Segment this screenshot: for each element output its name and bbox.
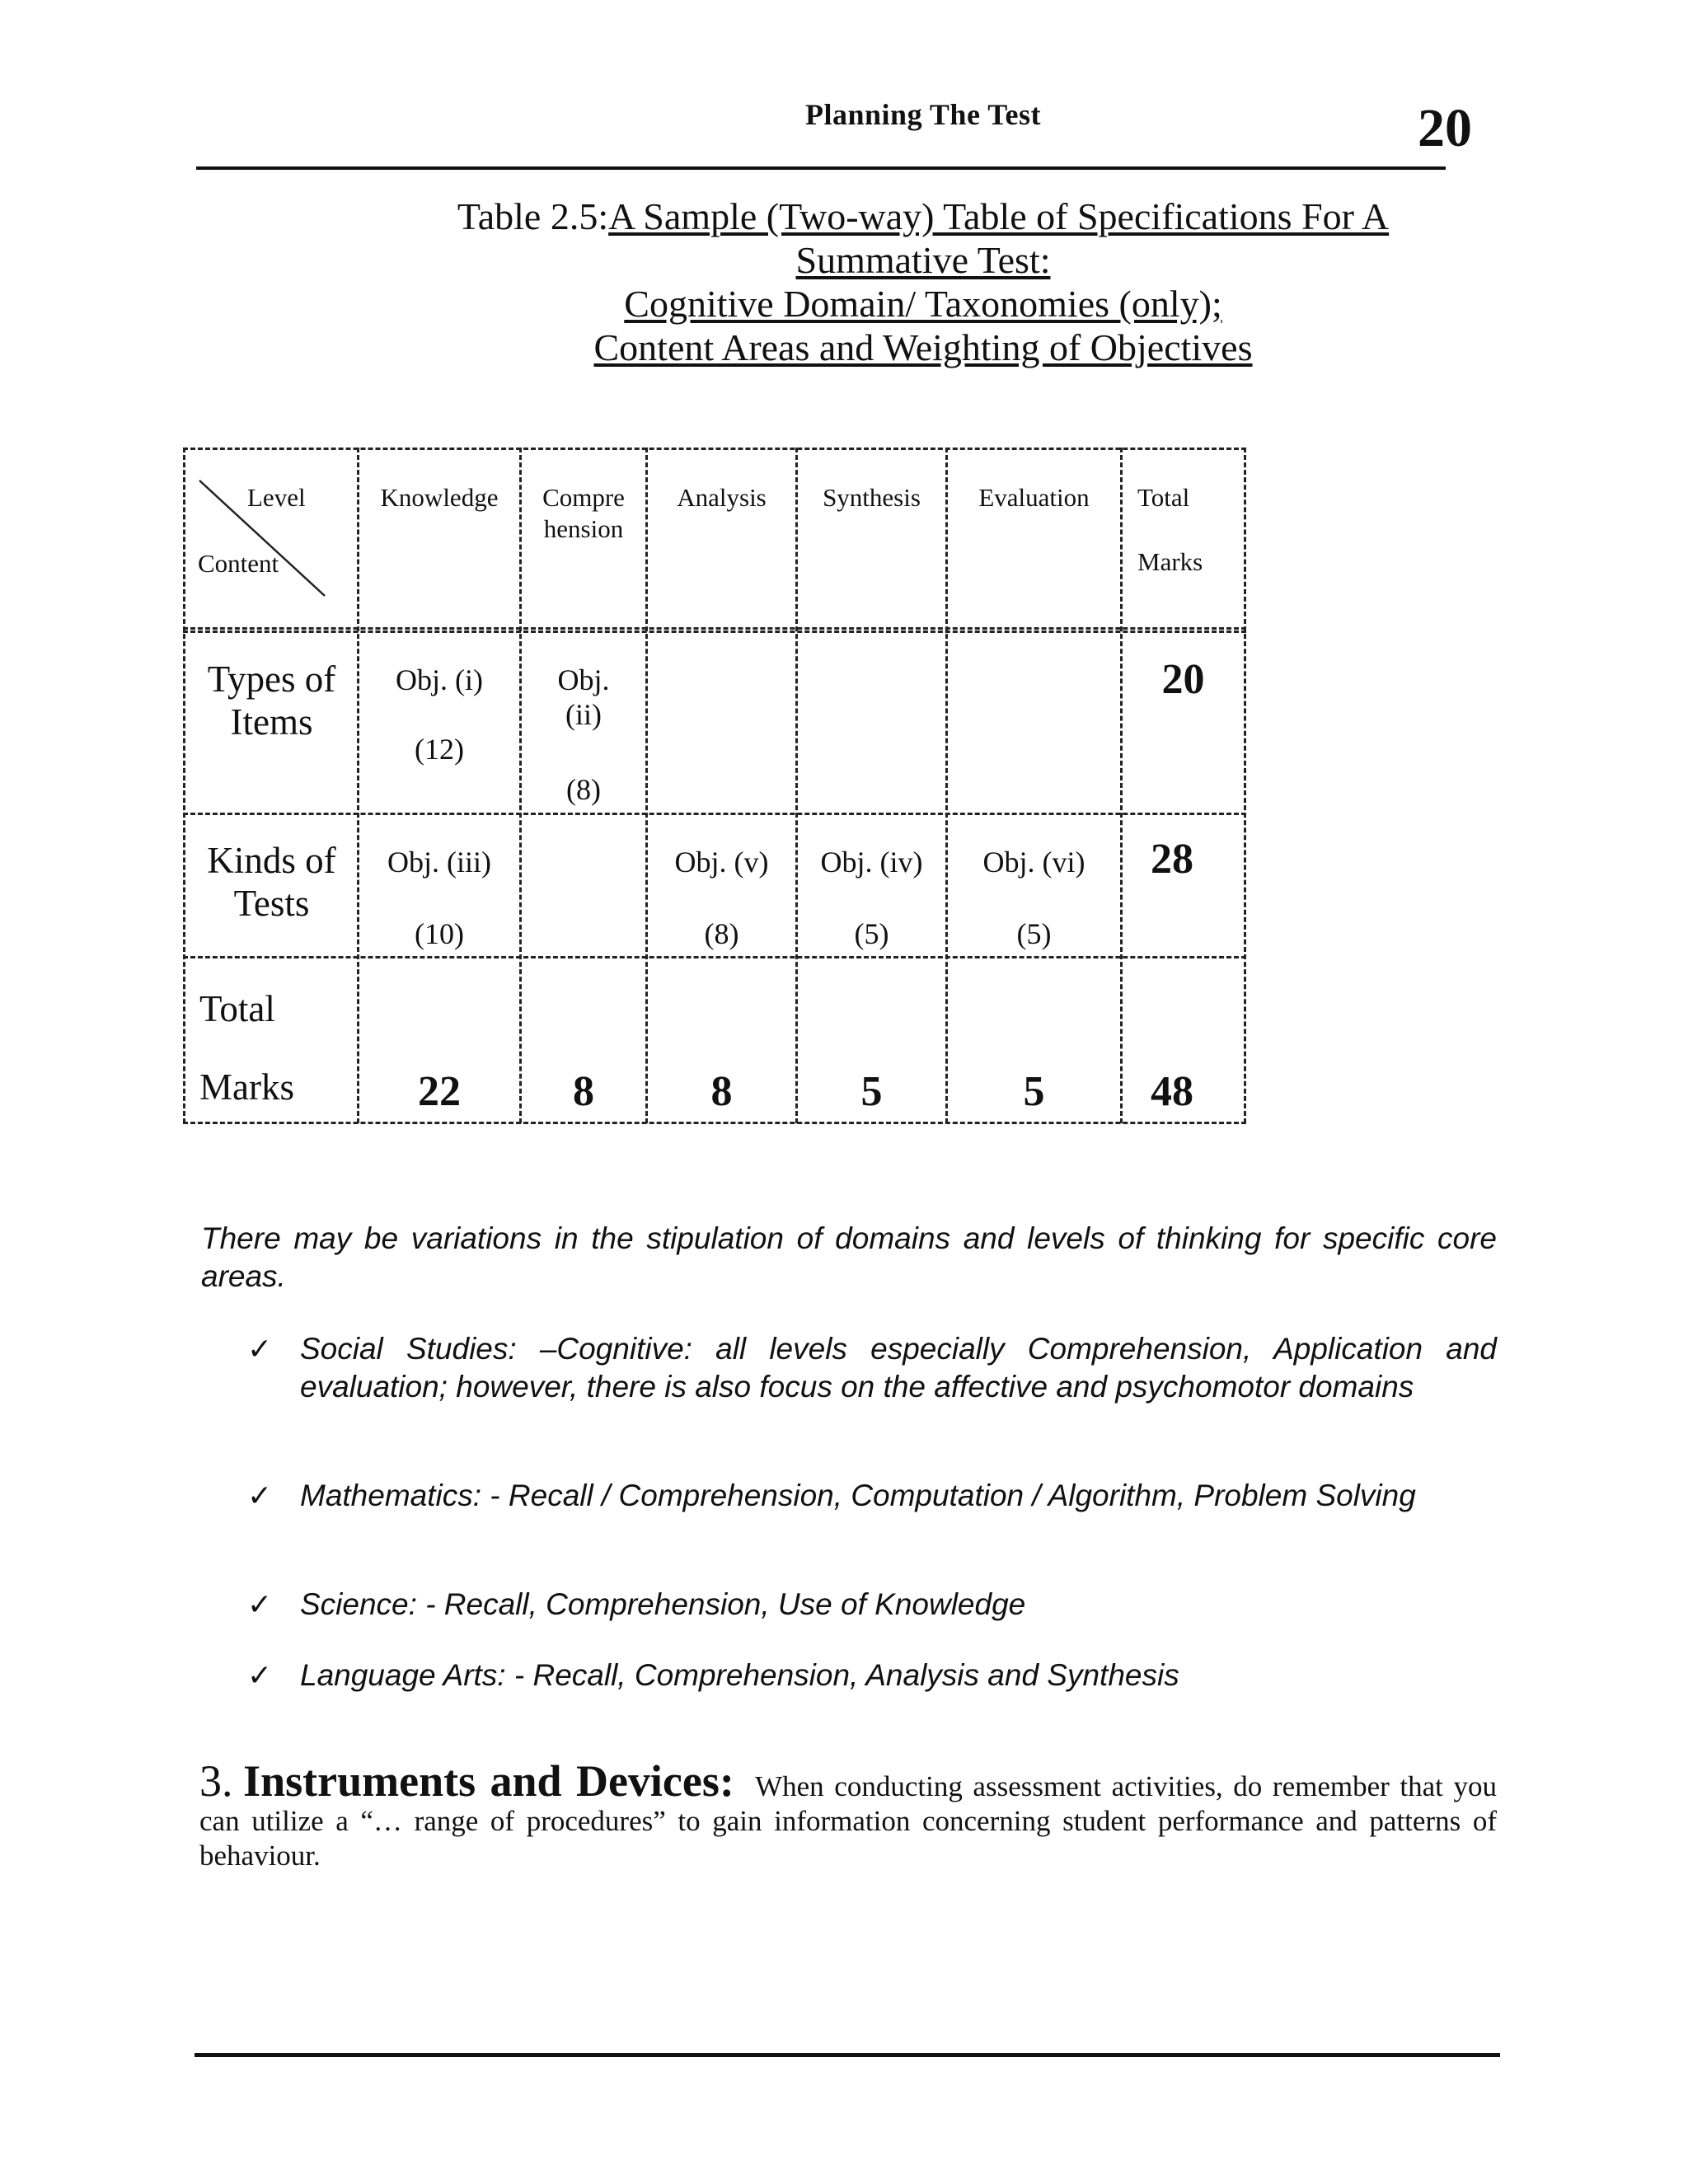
cell-knowledge-marks: (12) xyxy=(415,733,464,766)
table-border-bottom xyxy=(183,1122,1246,1124)
cell-row1-total: 20 xyxy=(1161,656,1205,703)
intro-paragraph: There may be variations in the stipulation of domains and levels of thinking for specific core areas. xyxy=(201,1221,1497,1293)
row-label-types-of-items xyxy=(186,658,357,743)
table-divider xyxy=(183,813,1246,815)
bullet-text: Language Arts: - Recall, Comprehension, Analysis and Synthesis xyxy=(300,1658,1179,1692)
footer-rule xyxy=(195,2053,1500,2057)
cell-grand-total: 48 xyxy=(1151,1068,1193,1115)
cell-total-evaluation: 5 xyxy=(1023,1068,1045,1115)
cell-knowledge-marks: (10) xyxy=(415,917,464,950)
row-label-line-1: Types of xyxy=(207,658,336,700)
header-comprehension-line-1: Compre xyxy=(542,483,625,512)
table-column-divider xyxy=(945,448,948,1123)
cell-row2-total: 28 xyxy=(1151,836,1193,883)
cell-total-synthesis: 5 xyxy=(860,1068,883,1115)
row-label-kinds-of-tests xyxy=(186,839,357,925)
caption-line-3: Cognitive Domain/ Taxonomies (only); xyxy=(624,283,1222,325)
corner-diagonal xyxy=(183,448,357,627)
cell-comprehension-objective-line-1: Obj. xyxy=(557,663,610,696)
header-comprehension-line-2: hension xyxy=(543,514,624,543)
corner-level-label: Level xyxy=(247,483,306,512)
header-evaluation: Evaluation xyxy=(978,483,1090,512)
row-label-line-1: Kinds of xyxy=(207,840,336,881)
cell-synthesis-objective: Obj. (iv) xyxy=(820,846,923,879)
checkmark-icon: ✓ xyxy=(247,1479,273,1512)
table-column-divider xyxy=(645,448,648,1123)
cell-analysis-objective: Obj. (v) xyxy=(674,846,769,879)
cell-synthesis-marks: (5) xyxy=(854,917,889,950)
row-label-total-marks-line-1: Total xyxy=(199,988,275,1029)
header-total-line-1: Total xyxy=(1137,483,1190,512)
specification-table xyxy=(183,448,1246,1123)
caption-prefix: Table 2.5: xyxy=(457,195,609,237)
bullet-item xyxy=(247,1477,1497,1515)
header-total-line-2: Marks xyxy=(1137,547,1203,576)
header-analysis: Analysis xyxy=(677,483,767,512)
table-divider xyxy=(183,627,1246,630)
cell-evaluation-marks: (5) xyxy=(1016,917,1052,950)
caption-line-4: Content Areas and Weighting of Objectives xyxy=(593,326,1253,368)
cell-evaluation-objective: Obj. (vi) xyxy=(982,846,1085,879)
cell-knowledge-objective: Obj. (i) xyxy=(396,663,483,696)
cell-total-analysis: 8 xyxy=(710,1068,733,1115)
bullet-text: Social Studies: –Cognitive: all levels especially Comprehension, Application and evaluation; however, there is also focus on the affective and psychomotor domains xyxy=(300,1332,1497,1404)
header-comprehension xyxy=(522,482,645,545)
table-caption xyxy=(412,194,1434,369)
table-column-divider xyxy=(795,448,798,1123)
checkmark-icon: ✓ xyxy=(247,1658,273,1692)
cell-total-knowledge: 22 xyxy=(418,1068,461,1115)
table-border-right xyxy=(1244,448,1246,1123)
header-knowledge: Knowledge xyxy=(380,483,499,512)
header-synthesis: Synthesis xyxy=(823,483,921,512)
cell-comprehension-marks: (8) xyxy=(566,773,601,806)
header-rule xyxy=(196,166,1446,170)
table-column-divider xyxy=(1120,448,1123,1123)
caption-line-1: A Sample (Two-way) Table of Specifications For A xyxy=(608,195,1390,237)
bullet-item xyxy=(247,1586,1497,1624)
bullet-text: Mathematics: - Recall / Comprehension, Computation / Algorithm, Problem Solving xyxy=(300,1479,1416,1512)
row-label-line-2: Tests xyxy=(233,883,310,924)
cell-total-comprehension: 8 xyxy=(573,1068,594,1115)
section-instruments-and-devices xyxy=(199,1756,1498,1873)
checkmark-icon: ✓ xyxy=(247,1332,273,1366)
cell-comprehension-objective-line-2: (ii) xyxy=(565,698,602,731)
table-divider xyxy=(183,630,1246,633)
row-label-total-marks-line-2: Marks xyxy=(199,1066,294,1108)
page-number: 20 xyxy=(1418,98,1472,158)
section-number: 3. xyxy=(199,1756,233,1806)
cell-analysis-marks: (8) xyxy=(704,917,739,950)
row-label-line-2: Items xyxy=(230,701,313,743)
corner-content-label: Content xyxy=(198,549,279,578)
bullet-item xyxy=(247,1330,1497,1406)
bullet-item xyxy=(247,1657,1497,1694)
cell-knowledge-objective: Obj. (iii) xyxy=(387,846,491,879)
bullet-text: Science: - Recall, Comprehension, Use of Knowledge xyxy=(300,1587,1026,1621)
section-heading: Instruments and Devices: xyxy=(243,1756,734,1806)
section-text: When conducting assessment activities, do remember that you can utilize a “… range of procedures” to gain information concerning student performance and patterns of behaviour. xyxy=(199,1770,1498,1872)
table-column-divider xyxy=(357,448,359,1123)
running-title: Planning The Test xyxy=(805,98,1041,131)
checkmark-icon: ✓ xyxy=(247,1587,273,1621)
caption-line-2: Summative Test: xyxy=(795,239,1051,281)
table-divider xyxy=(183,956,1246,958)
